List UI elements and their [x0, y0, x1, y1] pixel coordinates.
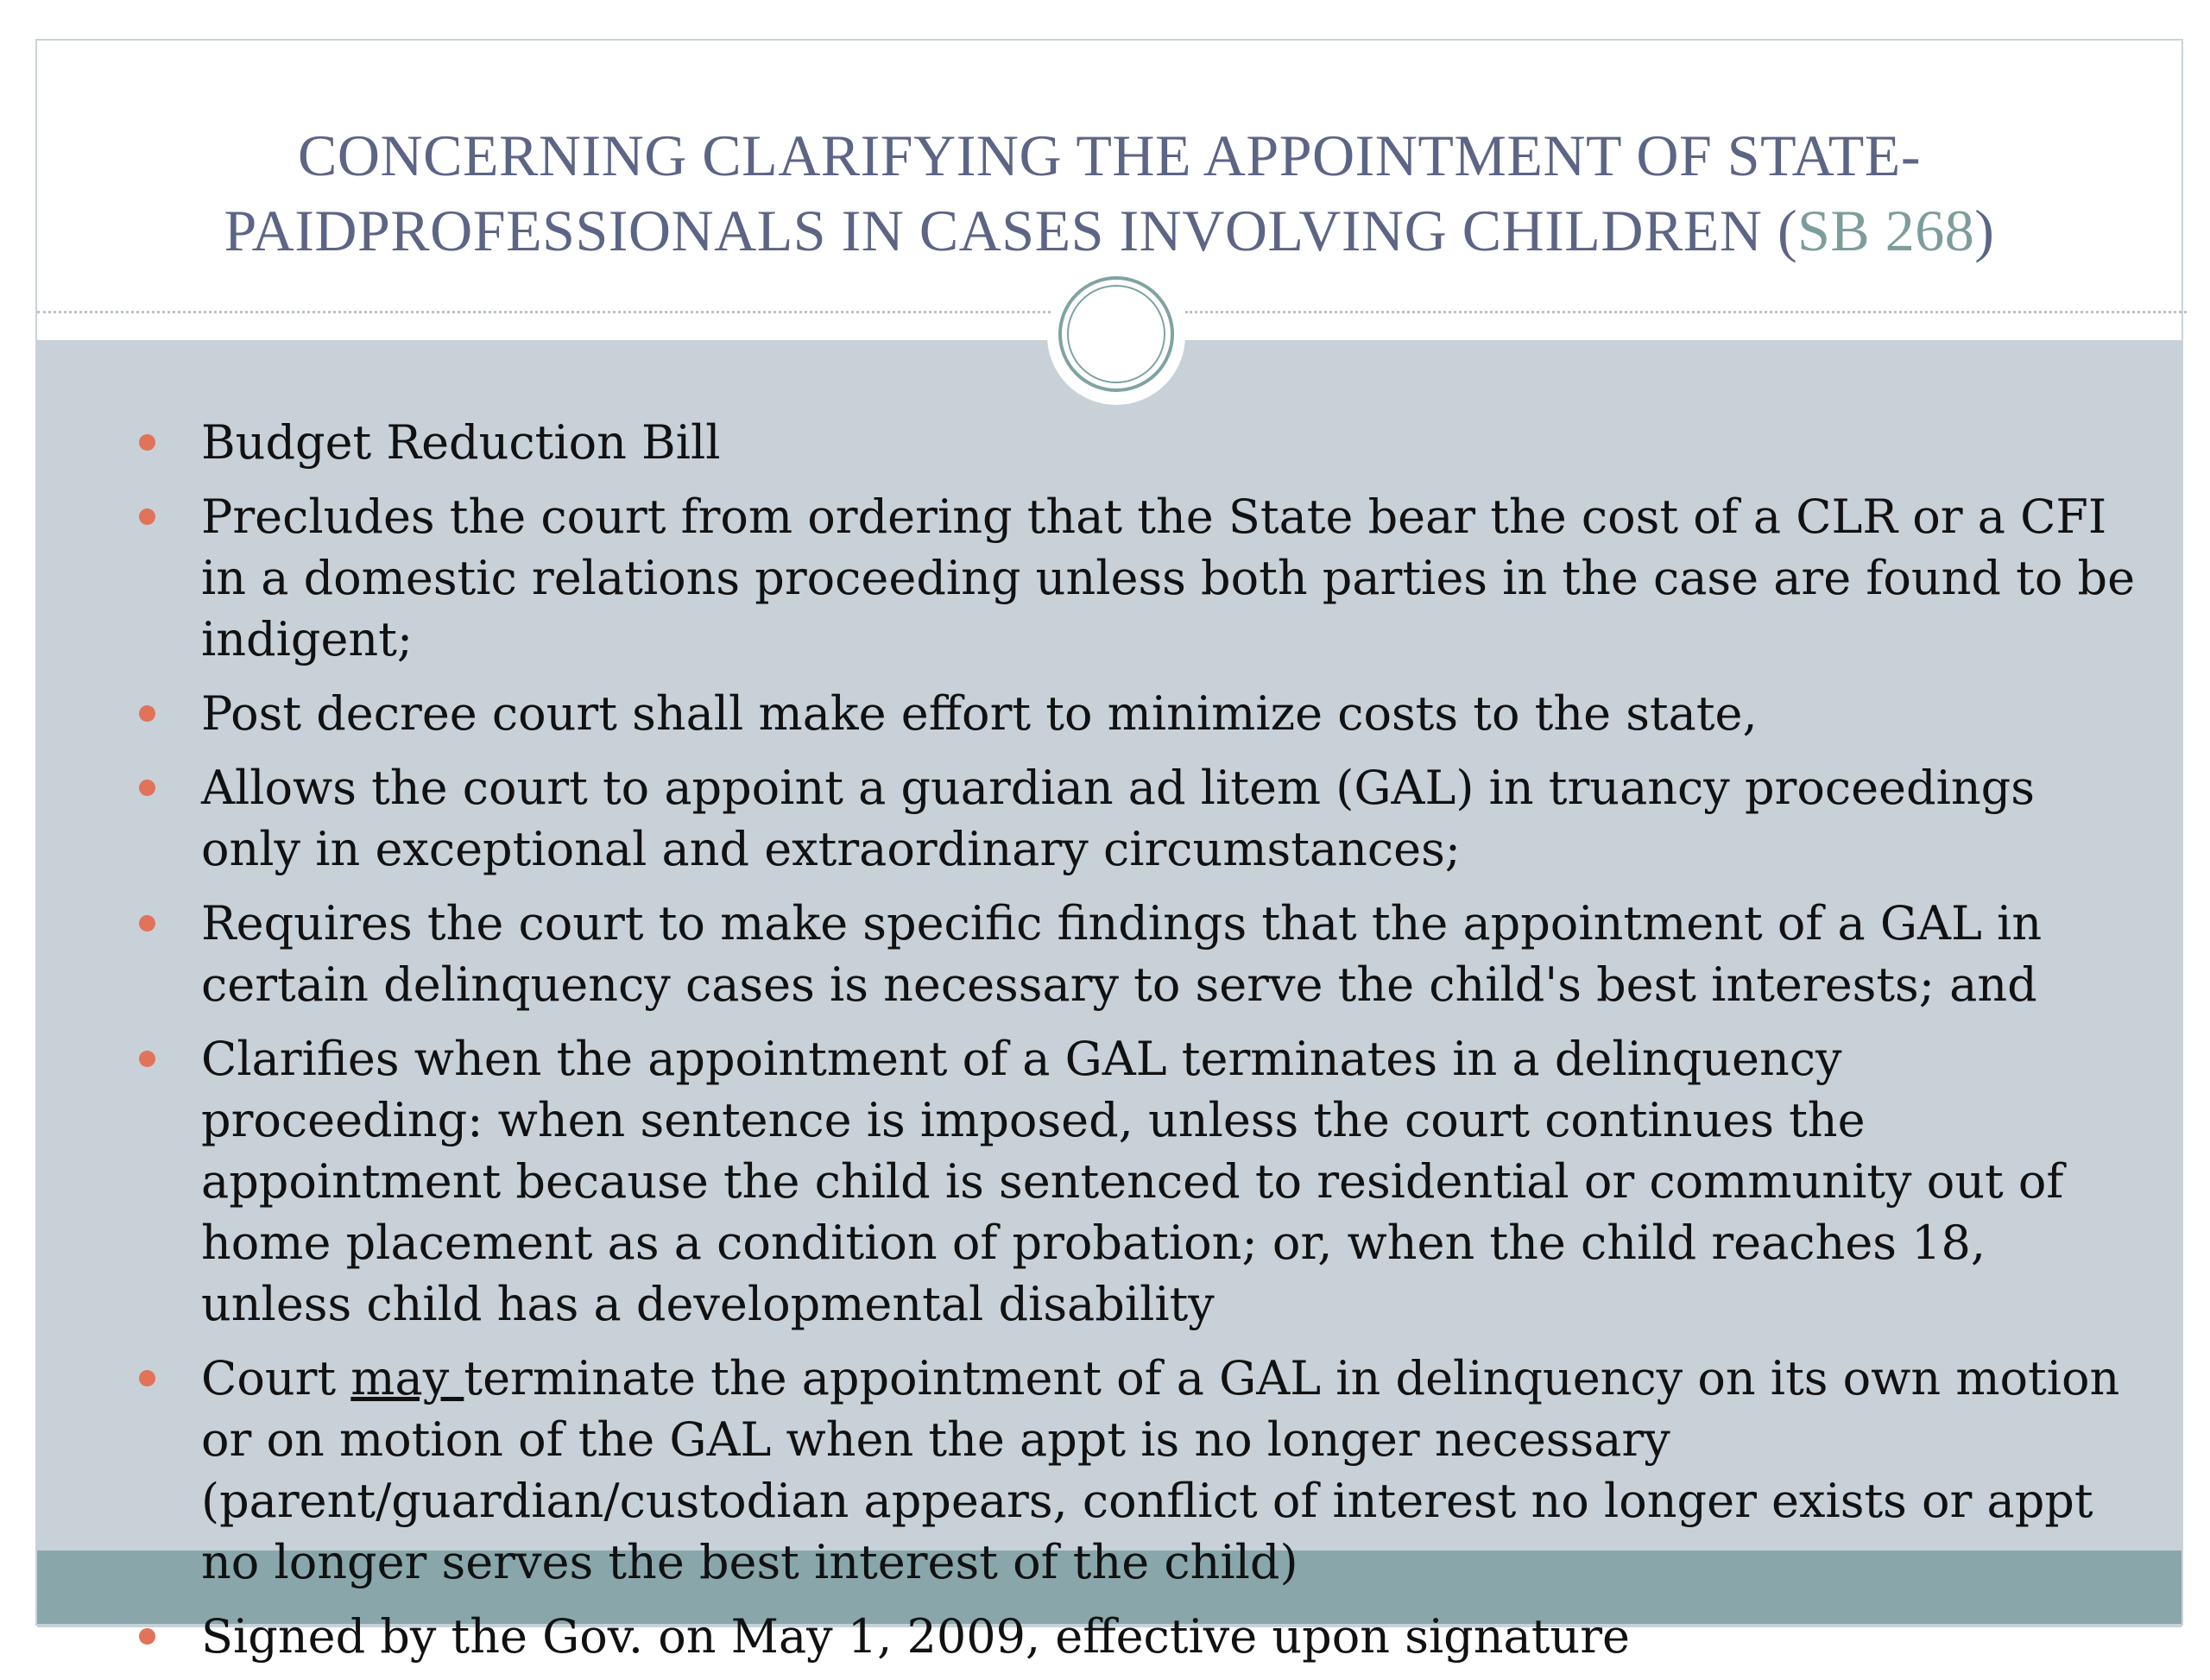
bullet-dot-icon [139, 1370, 155, 1386]
slide [35, 39, 2183, 1664]
title-text: CONCERNING CLARIFYING THE APPOINTMENT OF STATE-PAIDPROFESSIONALS IN CASES INVOLVING CHILDREN ( [224, 123, 1921, 263]
bullet-text: Post decree court shall make effort to minimize costs to the state, [201, 686, 1758, 741]
title-close-paren: ) [1974, 198, 1995, 263]
bullet-text: Allows the court to appoint a guardian ad litem (GAL) in truancy proceedings only in exceptional and extraordinary circumstances; [201, 761, 2035, 876]
bullet-text: Precludes the court from ordering that the State bear the cost of a CLR or a CFI in a domestic relations proceeding unless both parties in the case are found to be indigent; [201, 489, 2136, 666]
bullet-text: Budget Reduction Bill [201, 415, 721, 470]
bullet-item [37, 1028, 2182, 1335]
bullet-text-underlined: may [350, 1351, 464, 1405]
bullet-dot-icon [139, 915, 155, 932]
title-bill-number: SB 268 [1797, 198, 1975, 263]
bullet-text-post: terminate the appointment of a GAL in delinquency on its own motion or on motion of the GAL when the appt is no longer necessary (parent/guardian/custodian appears, conflict of interest no longer exists or appt no longer serves the best interest of the child) [201, 1351, 2120, 1589]
slide-title [106, 118, 2112, 268]
bullet-item [37, 412, 2182, 473]
title-divider-left [37, 311, 1056, 313]
bullet-item [37, 757, 2182, 880]
bullet-text: Clarifies when the appointment of a GAL terminates in a delinquency proceeding: when sentence is imposed, unless the court continues the appointment because the child is sentenced to residential or community out of home placement as a condition of probation; or, when the child reaches 18, unless child has a developmental disability [201, 1032, 2064, 1331]
bullet-dot-icon [139, 780, 155, 796]
bullet-text-pre: Court [201, 1351, 351, 1405]
bullet-dot-icon [139, 1628, 155, 1645]
bullet-text: Signed by the Gov. on May 1, 2009, effective upon signature [201, 1609, 1630, 1664]
bullet-item [37, 893, 2182, 1015]
bullet-dot-icon [139, 1051, 155, 1067]
bullet-dot-icon [139, 434, 155, 451]
title-divider-right [1185, 311, 2187, 313]
ornament-inner-ring [1067, 285, 1165, 383]
bullet-item [37, 683, 2182, 744]
bullet-dot-icon [139, 705, 155, 722]
bullet-item [37, 1348, 2182, 1593]
bullet-text: Requires the court to make specific findings that the appointment of a GAL in certain delinquency cases is necessary to serve the child's best interests; and [201, 896, 2043, 1012]
bullet-item [37, 486, 2182, 670]
bullet-list [37, 412, 2182, 1680]
bullet-item [37, 1606, 2182, 1667]
bullet-dot-icon [139, 508, 155, 525]
